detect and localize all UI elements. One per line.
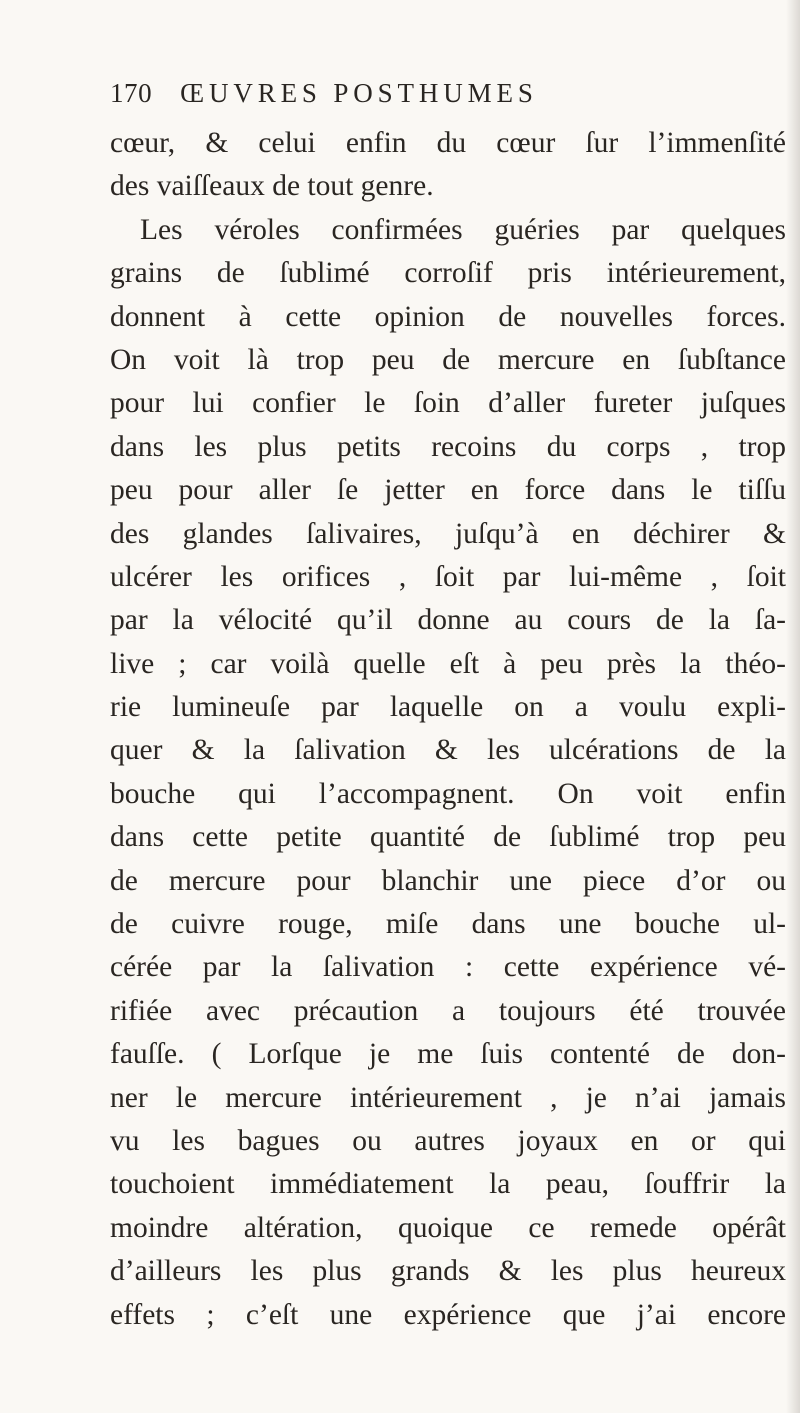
text-line: grains de ſublimé corroſif pris intérieurement, [110,257,786,290]
running-title: ŒUVRES POSTHUMES [180,78,538,108]
text-line: peu pour aller ſe jetter en force dans le tiſſu [110,474,786,507]
text-line: moindre altération, quoique ce remede opérât [110,1211,786,1244]
text-line: ulcérer les orifices , ſoit par lui-même , ſoit [110,560,786,593]
text-line: ner le mercure intérieurement , je n’ai jamais [110,1081,786,1114]
text-line: pour lui confier le ſoin d’aller fureter juſques [110,387,786,420]
body-text [110,122,786,1337]
page-number: 170 [110,78,153,108]
text-line: fauſſe. ( Lorſque je me ſuis contenté de don- [110,1038,786,1071]
text-line: dans cette petite quantité de ſublimé trop peu [110,821,786,854]
text-line: bouche qui l’accompagnent. On voit enfin [110,777,786,810]
text-line: cœur, & celui enfin du cœur ſur l’immenſité [110,127,786,159]
text-line: dans les plus petits recoins du corps , trop [110,430,786,463]
text-line: cérée par la ſalivation : cette expérience vé- [110,951,786,984]
text-line: effets ; c’eſt une expérience que j’ai encore [110,1298,786,1331]
text-line: rifiée avec précaution a toujours été trouvée [110,994,786,1027]
text-line: de cuivre rouge, miſe dans une bouche ul- [110,908,786,941]
text-line: On voit là trop peu de mercure en ſubſtance [110,343,786,376]
text-line: des vaiſſeaux de tout genre. [110,170,434,203]
text-line: des glandes ſalivaires, juſqu’à en déchirer & [110,517,786,550]
text-line: de mercure pour blanchir une piece d’or ou [110,864,786,897]
text-line: rie lumineuſe par laquelle on a voulu expli- [110,691,786,724]
text-line: live ; car voilà quelle eſt à peu près la théo- [110,647,786,680]
text-line: par la vélocité qu’il donne au cours de la ſa- [110,604,786,637]
text-line: d’ailleurs les plus grands & les plus heureux [110,1255,786,1288]
text-line: quer & la ſalivation & les ulcérations de la [110,734,786,767]
text-line: donnent à cette opinion de nouvelles forces. [110,300,786,333]
running-head [110,78,786,118]
text-line: touchoient immédiatement la peau, ſouffrir la [110,1168,786,1201]
text-line: vu les bagues ou autres joyaux en or qui [110,1124,786,1157]
text-line: Les véroles confirmées guéries par quelques [140,213,786,246]
